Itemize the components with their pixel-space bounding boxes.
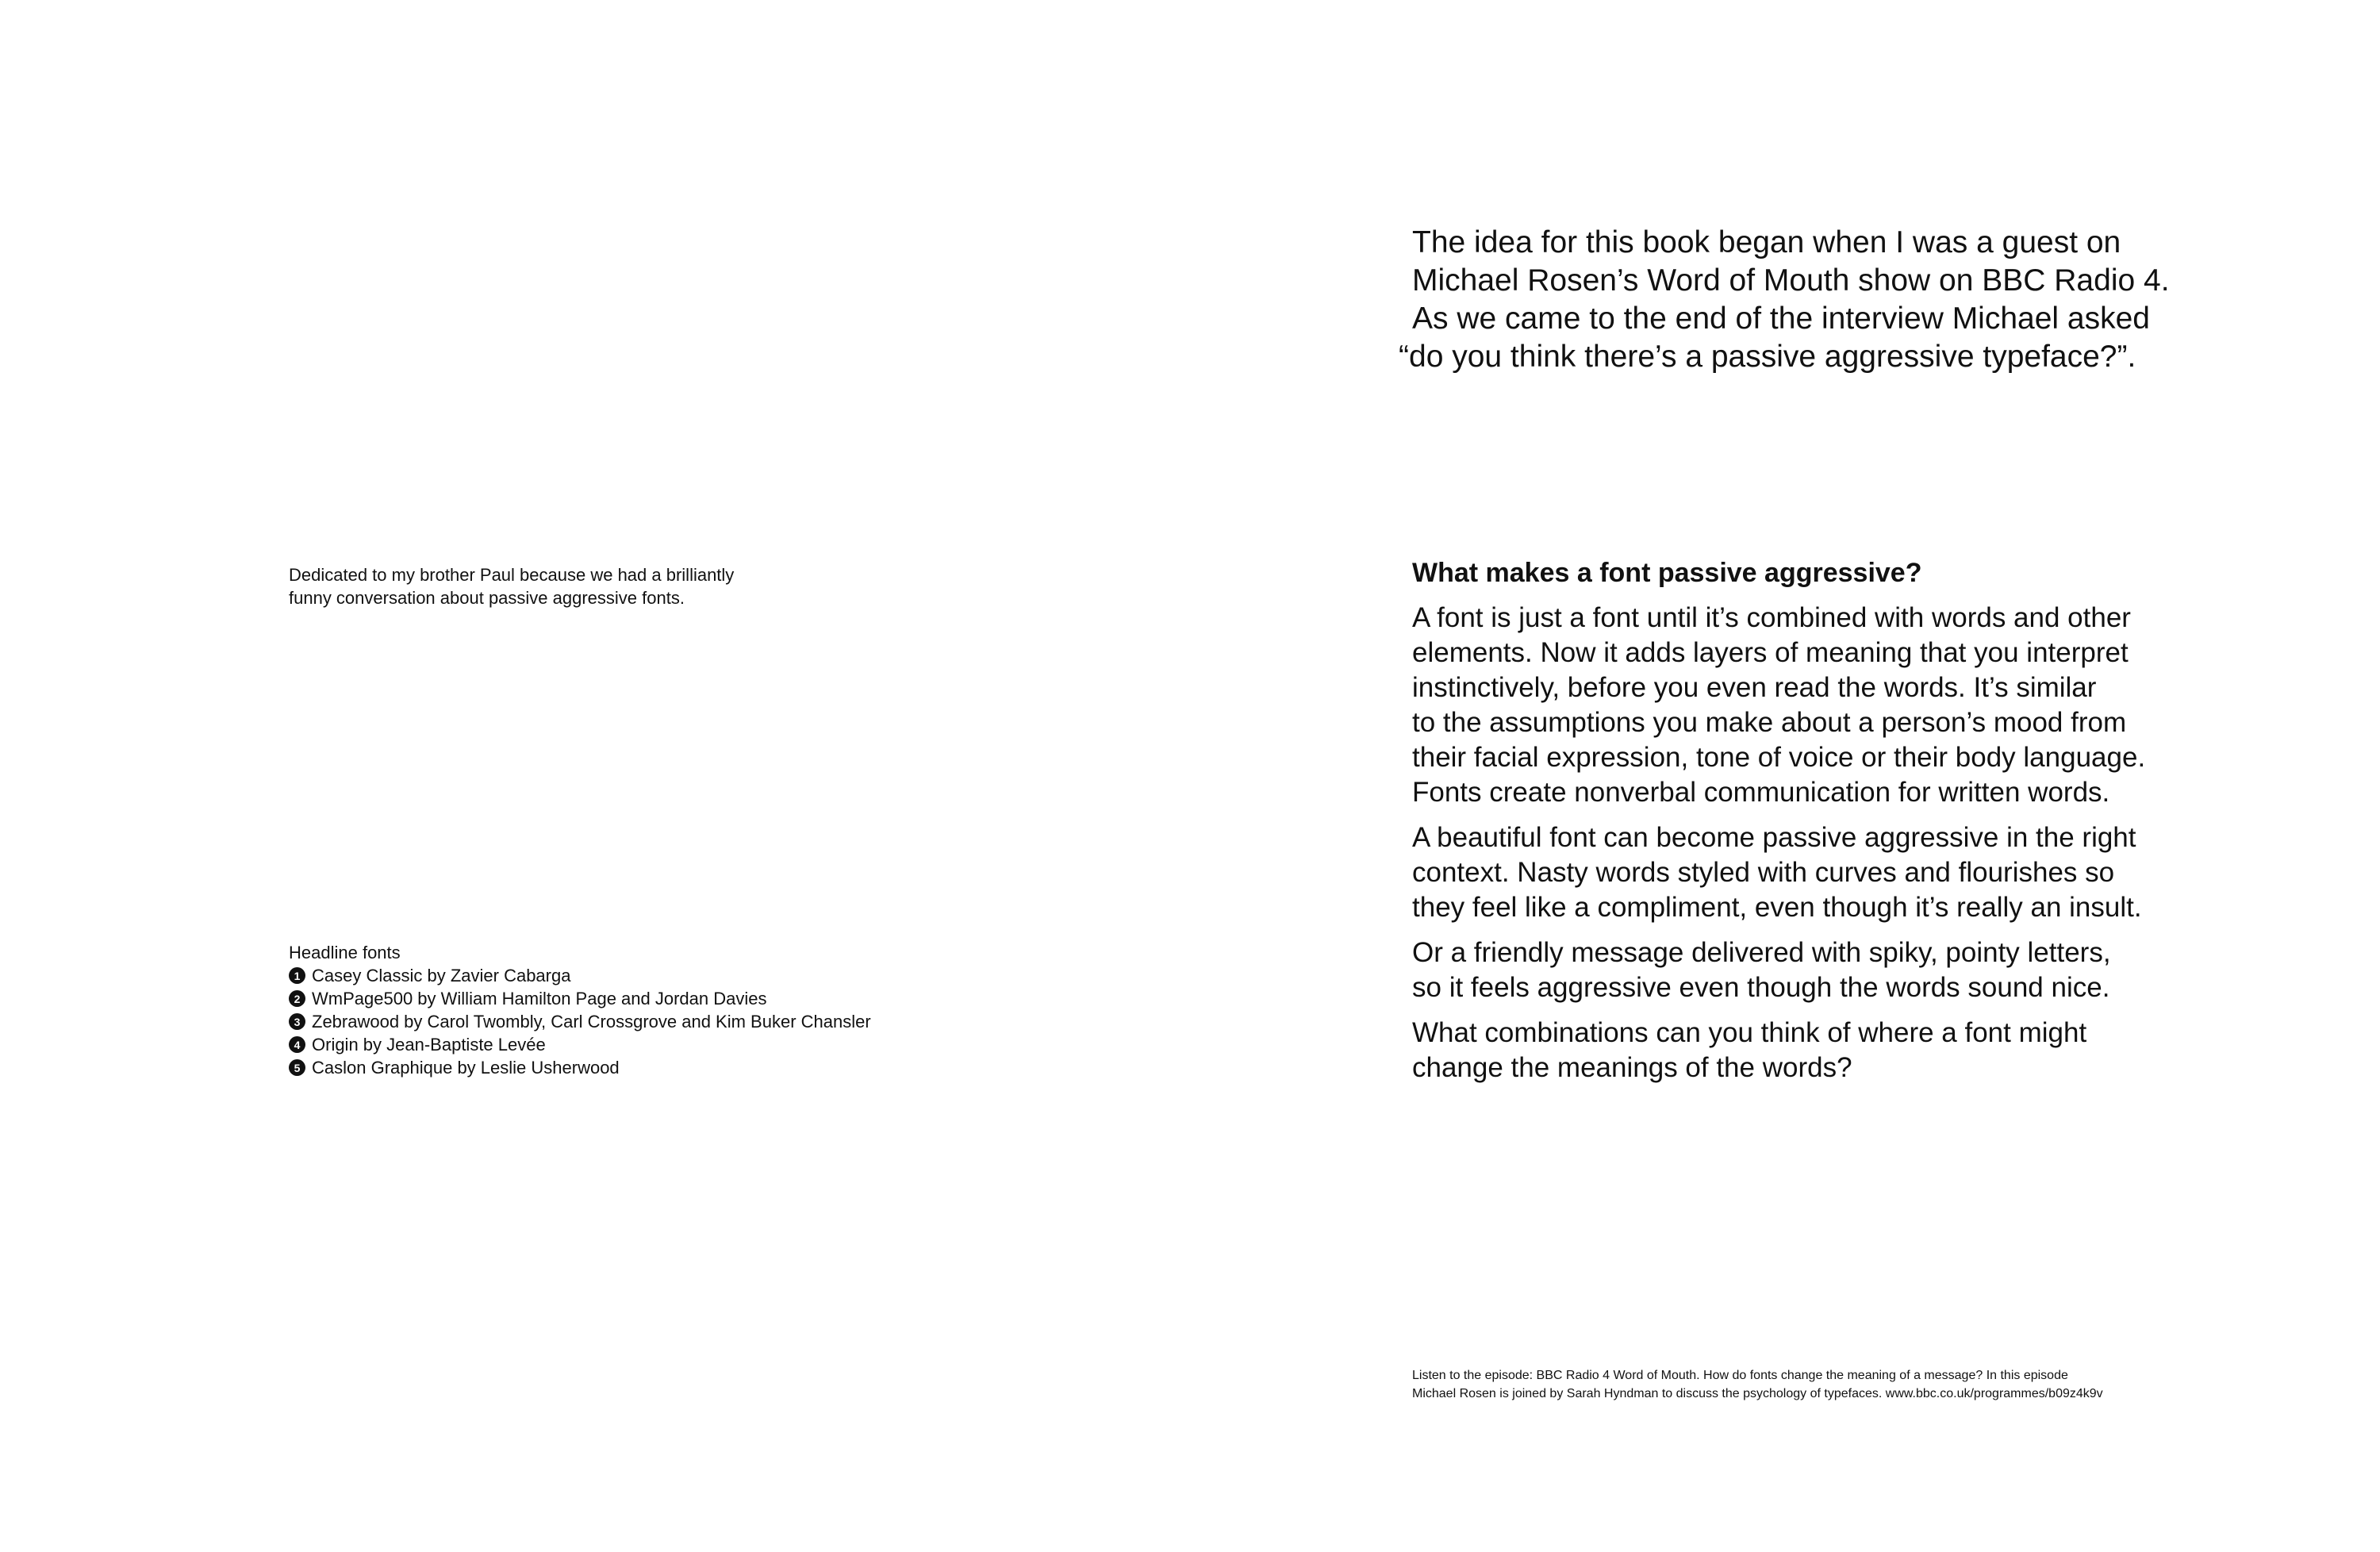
number-badge-icon: 1 bbox=[289, 967, 305, 984]
credit-text: Casey Classic by Zavier Cabarga bbox=[312, 966, 571, 985]
credit-text: WmPage500 by William Hamilton Page and Jordan Davies bbox=[312, 989, 767, 1008]
credit-item bbox=[289, 987, 1003, 1010]
intro-last-line: do you think there’s a passive aggressive typeface?”. bbox=[1409, 340, 2136, 374]
credit-text: Zebrawood by Carol Twombly, Carl Crossgrove and Kim Buker Chansler bbox=[312, 1012, 871, 1031]
essay-line: they feel like a compliment, even though it’s really an insult. bbox=[1412, 892, 2142, 923]
number-badge-icon: 3 bbox=[289, 1013, 305, 1030]
number-badge-icon: 5 bbox=[289, 1059, 305, 1076]
open-quote: “ bbox=[1399, 340, 1409, 374]
essay-line: their facial expression, tone of voice or their body language. bbox=[1412, 742, 2146, 773]
intro-line: The idea for this book began when I was a guest on bbox=[1412, 225, 2121, 259]
footnote bbox=[1412, 1366, 2205, 1403]
credits-heading: Headline fonts bbox=[289, 943, 401, 962]
footnote-line: Listen to the episode: BBC Radio 4 Word of Mouth. How do fonts change the meaning of a message? In this episode bbox=[1412, 1369, 2068, 1382]
essay-line: A beautiful font can become passive aggressive in the right bbox=[1412, 822, 2136, 853]
credit-item bbox=[289, 1010, 1003, 1033]
essay-paragraph bbox=[1412, 935, 2205, 1005]
essay-paragraph bbox=[1412, 1016, 2205, 1085]
essay-heading: What makes a font passive aggressive? bbox=[1412, 558, 1922, 588]
credit-item bbox=[289, 1056, 1003, 1079]
essay-line: elements. Now it adds layers of meaning that you interpret bbox=[1412, 637, 2129, 668]
intro-line: As we came to the end of the interview Michael asked bbox=[1412, 302, 2150, 336]
credits-list bbox=[289, 964, 1003, 1079]
credit-text: Caslon Graphique by Leslie Usherwood bbox=[312, 1058, 620, 1078]
intro-line: Michael Rosen’s Word of Mouth show on BBC Radio 4. bbox=[1412, 263, 2170, 298]
essay-line: What combinations can you think of where a font might bbox=[1412, 1017, 2087, 1048]
essay bbox=[1412, 555, 2205, 1096]
credit-item bbox=[289, 964, 1003, 987]
essay-line: to the assumptions you make about a person’s mood from bbox=[1412, 707, 2127, 738]
intro-line bbox=[1399, 338, 2205, 376]
footnote-line: Michael Rosen is joined by Sarah Hyndman to discuss the psychology of typefaces. www.bbc.co.uk/programmes/b09z4k9v bbox=[1412, 1387, 2103, 1400]
dedication-line: funny conversation about passive aggressive fonts. bbox=[289, 588, 685, 608]
intro-paragraph bbox=[1399, 224, 2205, 376]
essay-line: A font is just a font until it’s combined with words and other bbox=[1412, 602, 2131, 633]
dedication-line: Dedicated to my brother Paul because we had a brilliantly bbox=[289, 565, 735, 585]
essay-paragraph bbox=[1412, 820, 2205, 925]
essay-paragraph bbox=[1412, 601, 2205, 810]
headline-fonts-credits bbox=[289, 941, 1003, 1079]
credit-item bbox=[289, 1033, 1003, 1056]
essay-line: Fonts create nonverbal communication for written words. bbox=[1412, 777, 2110, 808]
essay-line: context. Nasty words styled with curves and flourishes so bbox=[1412, 857, 2115, 888]
essay-line: instinctively, before you even read the words. It’s similar bbox=[1412, 672, 2097, 703]
credit-text: Origin by Jean-Baptiste Levée bbox=[312, 1035, 546, 1055]
number-badge-icon: 2 bbox=[289, 990, 305, 1007]
dedication bbox=[289, 563, 844, 609]
essay-line: Or a friendly message delivered with spiky, pointy letters, bbox=[1412, 937, 2111, 968]
number-badge-icon: 4 bbox=[289, 1036, 305, 1053]
essay-line: so it feels aggressive even though the words sound nice. bbox=[1412, 972, 2110, 1003]
essay-line: change the meanings of the words? bbox=[1412, 1052, 1852, 1083]
